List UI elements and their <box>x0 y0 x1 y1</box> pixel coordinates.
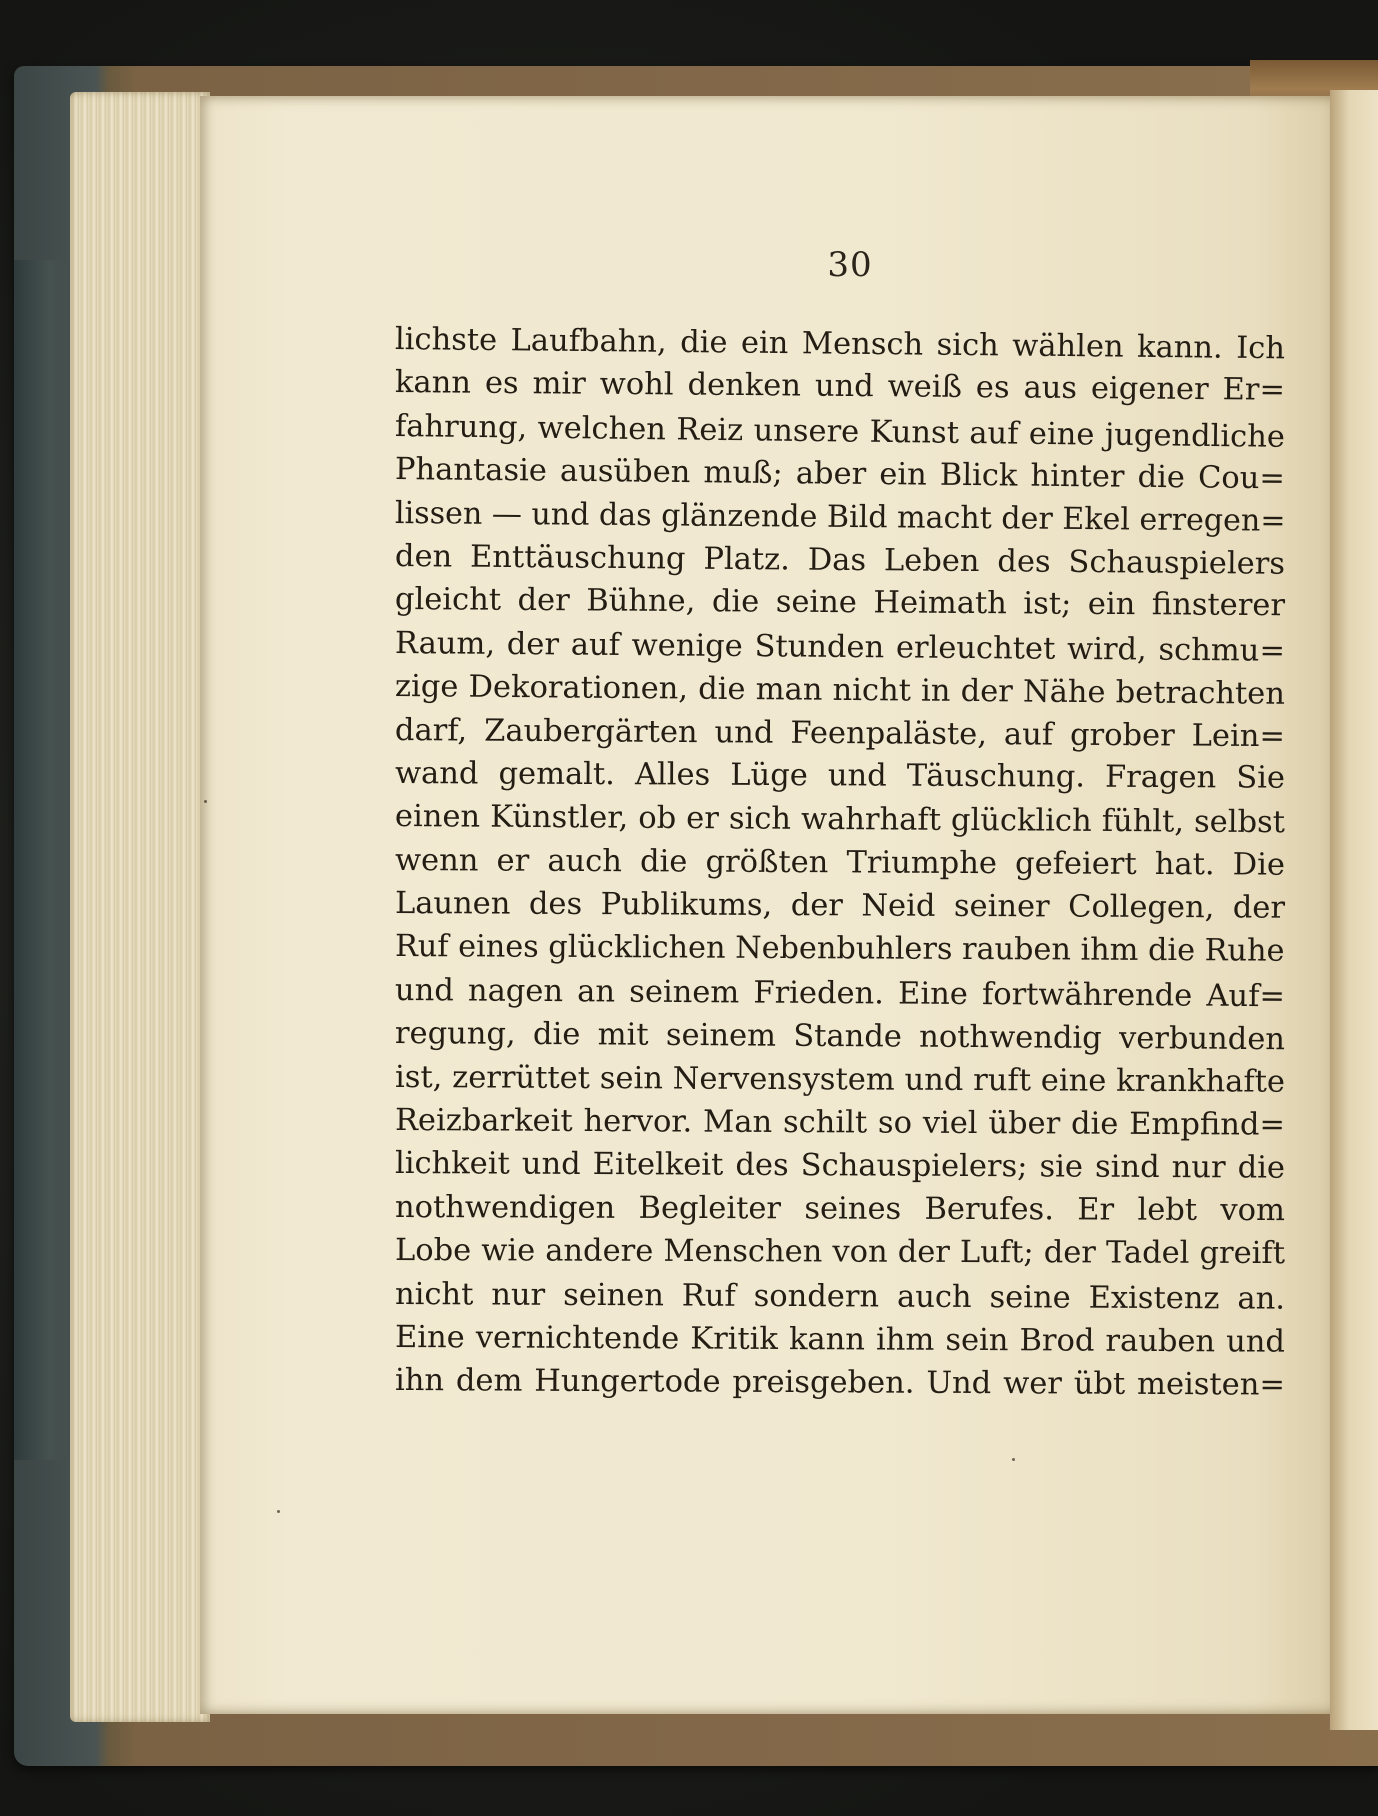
text-line: Reizbarkeit hervor. Man schilt so viel über die Empfind= <box>394 1103 1286 1143</box>
text-line: Launen des Publikums, der Neid seiner Collegen, der <box>394 886 1286 926</box>
text-line: kann es mir wohl denken und weiß es aus eigener Er= <box>394 365 1286 409</box>
page-edges <box>70 92 210 1722</box>
text-line: und nagen an seinem Frieden. Eine fortwährende Auf= <box>394 972 1286 1015</box>
page-text <box>395 318 1285 1403</box>
text-line: nicht nur seinen Ruf sondern auch seine Existenz an. <box>394 1276 1286 1317</box>
text-line: lichkeit und Eitelkeit des Schauspielers; sie sind nur die <box>394 1146 1286 1187</box>
page-gutter <box>1330 90 1378 1730</box>
text-line: fahrung, welchen Reiz unsere Kunst auf eine jugendliche <box>394 408 1286 455</box>
text-line: Ruf eines glücklichen Nebenbuhlers rauben ihm die Ruhe <box>394 929 1285 970</box>
text-line: ist, zerrüttet sein Nervensystem und ruft eine krankhafte <box>394 1059 1286 1100</box>
text-line: wand gemalt. Alles Lüge und Täuschung. Fragen Sie <box>394 755 1286 796</box>
text-line: lichste Laufbahn, die ein Mensch sich wählen kann. Ich <box>394 322 1286 367</box>
ink-speck <box>1012 1458 1015 1461</box>
text-line: Phantasie ausüben muß; aber ein Blick hinter die Cou= <box>394 452 1286 497</box>
text-line: einen Künstler, ob er sich wahrhaft glücklich fühlt, selbst <box>394 799 1286 841</box>
text-line: nothwendigen Begleiter seines Berufes. Er lebt vom <box>394 1189 1286 1228</box>
ink-speck <box>277 1510 280 1513</box>
page-number: 30 <box>827 245 873 285</box>
text-line: darf, Zaubergärten und Feenpaläste, auf grober Lein= <box>394 712 1286 754</box>
text-line: ihn dem Hungertode preisgeben. Und wer übt meisten= <box>394 1363 1286 1404</box>
text-line: wenn er auch die größten Triumphe gefeiert hat. Die <box>394 842 1286 883</box>
text-line: lissen — und das glänzende Bild macht der Ekel erregen= <box>394 495 1286 539</box>
ink-speck <box>204 800 207 803</box>
cover-board-edge <box>14 260 74 1460</box>
text-line: gleicht der Bühne, die seine Heimath ist; ein finsterer <box>394 582 1286 624</box>
text-line: zige Dekorationen, die man nicht in der Nähe betrachten <box>394 669 1286 712</box>
text-line: regung, die mit seinem Stande nothwendig verbunden <box>394 1016 1286 1058</box>
text-line: Eine vernichtende Kritik kann ihm sein Brod rauben und <box>394 1319 1286 1360</box>
text-line: den Enttäuschung Platz. Das Leben des Schauspielers <box>394 538 1286 582</box>
text-line: Raum, der auf wenige Stunden erleuchtet wird, schmu= <box>394 625 1286 669</box>
text-line: Lobe wie andere Menschen von der Luft; der Tadel greift <box>394 1233 1286 1272</box>
